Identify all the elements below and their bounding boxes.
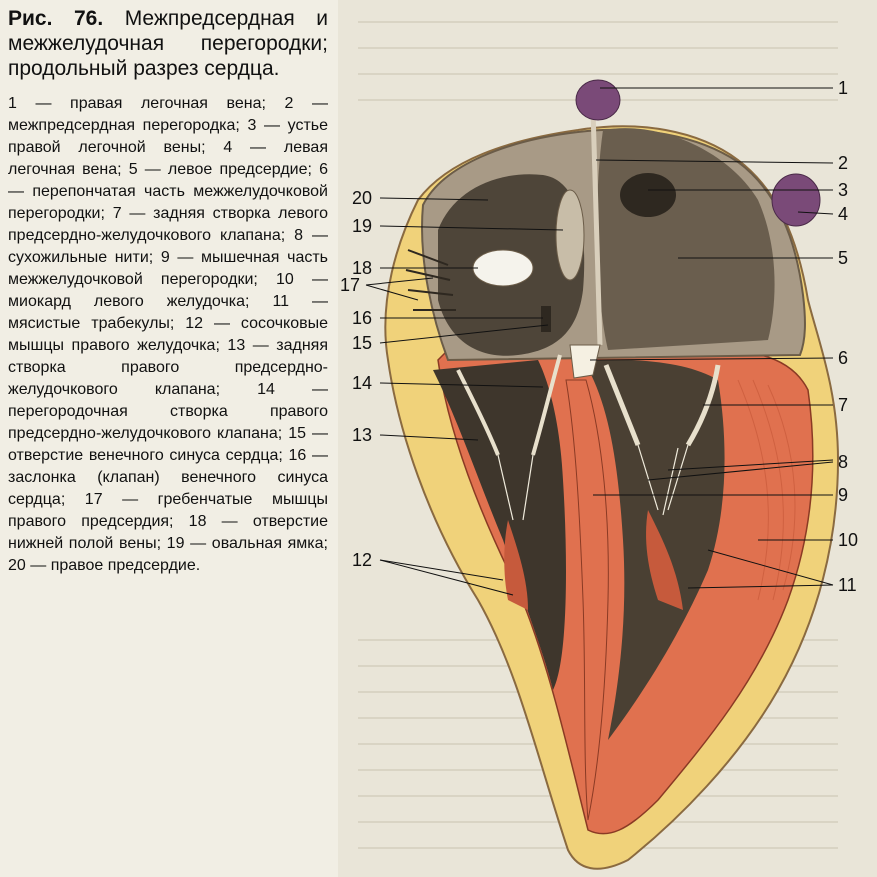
label-3: 3 [838, 180, 849, 200]
caption-legend: 1 — правая легочная вена; 2 — межпредсердная перегородка; 3 — устье правой легочной вены; 4 — левая легочная вена; 5 — левое предсердие; 6 — перепончатая часть межжелудочковой перегородки; 7 — задняя створка левого предсердно-желудочкового клапана; 8 — сухожильные нити; 9 — мышечная часть межжелудочковой перегородки; 10 — миокард левого желудочка; 11 — мясистые трабекулы; 12 — сосочковые мышцы правого желудочка; 13 — задняя створка правого предсердно-желудочкового клапана; 14 — перегородочная створка правого предсердно-желудочкового клапана; 15 — отверстие венечного синуса сердца; 16 — заслонка (клапан) венечного синуса сердца; 17 — гребенчатые мышцы правого предсердия; 18 — отверстие нижней полой вены; 19 — овальная ямка; 20 — правое предсердие. [8, 95, 328, 574]
label-4: 4 [838, 204, 849, 224]
figure-title: Межпредсердная и межжелудочная перегородки; продольный разрез сердца. [8, 7, 328, 80]
label-8: 8 [838, 452, 849, 472]
label-5: 5 [838, 248, 849, 268]
label-16: 16 [352, 308, 373, 328]
right-pulmonary-vein-orifice [620, 173, 676, 217]
label-9: 9 [838, 485, 849, 505]
figure-number: Рис. 76. [8, 7, 104, 30]
caption-title [8, 6, 328, 81]
label-10: 10 [838, 530, 859, 550]
label-15: 15 [352, 333, 373, 353]
figure-caption [8, 6, 328, 577]
label-13: 13 [352, 425, 373, 445]
left-pulmonary-vein [772, 174, 820, 226]
label-2: 2 [838, 153, 849, 173]
label-11: 11 [838, 575, 857, 595]
label-6: 6 [838, 348, 849, 368]
label-12: 12 [352, 550, 373, 570]
label-19: 19 [352, 216, 373, 236]
label-14: 14 [352, 373, 373, 393]
ivc-opening [473, 250, 533, 286]
heart-illustration [338, 0, 877, 877]
label-20: 20 [352, 188, 373, 208]
oval-fossa [556, 190, 584, 280]
coronary-sinus-valve [541, 306, 551, 332]
label-7: 7 [838, 395, 849, 415]
label-17: 17 [340, 275, 361, 295]
label-18: 18 [352, 258, 373, 278]
right-pulmonary-vein [576, 80, 620, 120]
heart-section-drawing [338, 0, 877, 877]
label-1: 1 [838, 78, 849, 98]
